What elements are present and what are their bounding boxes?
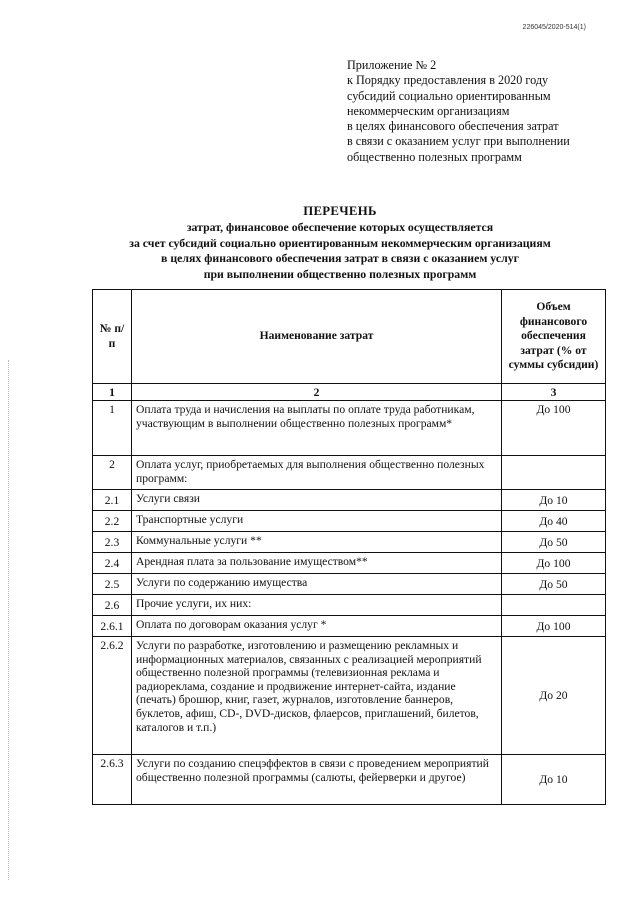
table-row [93, 637, 606, 755]
header-share: Объем финансового обеспечения затрат (% от суммы субсидии) [502, 290, 606, 384]
heading-line: в целях финансового обеспечения затрат в связи с оказанием услуг [161, 251, 519, 266]
index-cell: 1 [93, 384, 132, 401]
annex-line: некоммерческим организациям [347, 103, 510, 118]
expenses-table [92, 289, 606, 805]
header-name: Наименование затрат [132, 290, 502, 384]
row-share: До 50 [502, 574, 606, 595]
row-name: Оплата услуг, приобретаемых для выполнения общественно полезных программ: [132, 456, 502, 490]
table-row [93, 595, 606, 616]
heading-line: при выполнении общественно полезных программ [203, 267, 477, 282]
row-name: Прочие услуги, их них: [132, 595, 502, 616]
document-id: 226045/2020-514(1) [522, 24, 586, 31]
row-name: Коммунальные услуги ** [132, 532, 502, 553]
row-num: 2.6 [93, 595, 132, 616]
table-header-row [93, 290, 606, 384]
table-row [93, 616, 606, 637]
header-num: № п/п [93, 290, 132, 384]
annex-line: в связи с оказанием услуг при выполнении [347, 134, 570, 149]
row-name: Оплата труда и начисления на выплаты по оплате труда работникам, участвующим в выполнении общественно полезных программ* [132, 401, 502, 456]
row-num: 2.4 [93, 553, 132, 574]
heading-title: ПЕРЕЧЕНЬ [303, 204, 377, 218]
row-share: До 40 [502, 511, 606, 532]
index-cell: 2 [132, 384, 502, 401]
scan-edge-artifact [8, 360, 11, 880]
row-share [502, 456, 606, 490]
row-share: До 10 [502, 755, 606, 805]
table-row [93, 553, 606, 574]
row-num: 2.3 [93, 532, 132, 553]
row-share: До 50 [502, 532, 606, 553]
annex-line: субсидий социально ориентированным [347, 88, 551, 103]
annex-line: общественно полезных программ [347, 149, 522, 164]
annex-block [347, 58, 617, 165]
row-share: До 10 [502, 490, 606, 511]
row-name: Услуги по содержанию имущества [132, 574, 502, 595]
row-num: 2.6.2 [93, 637, 132, 755]
row-num: 2.1 [93, 490, 132, 511]
annex-line: к Порядку предоставления в 2020 году [347, 73, 549, 88]
row-num: 1 [93, 401, 132, 456]
row-name: Услуги связи [132, 490, 502, 511]
row-share: До 100 [502, 553, 606, 574]
annex-line: Приложение № 2 [347, 58, 437, 72]
row-name: Услуги по созданию спецэффектов в связи с проведением мероприятий общественно полезной программы (салюты, фейерверки и другое) [132, 755, 502, 805]
row-name: Транспортные услуги [132, 511, 502, 532]
row-share: До 20 [502, 637, 606, 755]
index-cell: 3 [502, 384, 606, 401]
heading-line: за счет субсидий социально ориентированным некоммерческим организациям [129, 235, 551, 250]
table-row [93, 755, 606, 805]
row-name: Оплата по договорам оказания услуг * [132, 616, 502, 637]
row-name: Услуги по разработке, изготовлению и размещению рекламных и информационных материалов, связанных с реализацией мероприятий общественно полезной программы (телевизионная реклама и радиореклама, создание и продвижение интернет-сайта, издание (печать) брошюр, книг, газет, журналов, изготовление баннеров, буклетов, афиш, CD-, DVD-дисков, флаерсов, приглашений, билетов, каталогов и т.п.) [132, 637, 502, 755]
table-row [93, 574, 606, 595]
row-num: 2 [93, 456, 132, 490]
row-share [502, 595, 606, 616]
table-row [93, 456, 606, 490]
row-num: 2.2 [93, 511, 132, 532]
row-name: Арендная плата за пользование имуществом** [132, 553, 502, 574]
annex-line: в целях финансового обеспечения затрат [347, 119, 559, 134]
row-share: До 100 [502, 401, 606, 456]
table-row [93, 490, 606, 511]
row-share: До 100 [502, 616, 606, 637]
document-heading [60, 204, 620, 283]
row-num: 2.5 [93, 574, 132, 595]
table-index-row [93, 384, 606, 401]
table-row [93, 532, 606, 553]
table-row [93, 401, 606, 456]
row-num: 2.6.3 [93, 755, 132, 805]
heading-line: затрат, финансовое обеспечение которых осуществляется [186, 219, 494, 234]
table-row [93, 511, 606, 532]
row-num: 2.6.1 [93, 616, 132, 637]
